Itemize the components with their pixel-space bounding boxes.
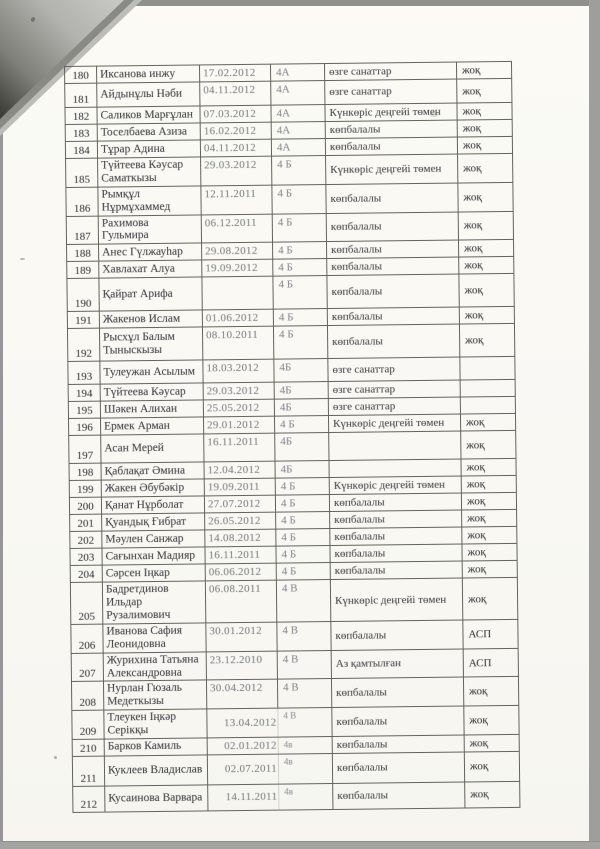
class-cell: 4 Б bbox=[276, 529, 330, 547]
birth-date-cell: 14.08.2012 bbox=[205, 529, 276, 547]
status-cell: жоқ bbox=[458, 182, 513, 211]
status-cell: жоқ bbox=[459, 307, 514, 325]
student-name-cell: Рымқұл Нұрмұхаммед bbox=[98, 186, 201, 216]
table-row bbox=[73, 781, 520, 812]
row-number-cell: 205 bbox=[70, 582, 102, 624]
birth-date-cell: 27.07.2012 bbox=[204, 495, 275, 513]
birth-date-cell: 02.07.2011 bbox=[207, 754, 278, 785]
class-cell: 4 Б bbox=[273, 242, 327, 260]
row-number-cell: 203 bbox=[70, 548, 102, 565]
category-cell: Күнкөріс деңгейі төмен bbox=[330, 578, 462, 621]
student-name-cell: Тұрар Адина bbox=[97, 140, 200, 158]
row-number-cell: 186 bbox=[66, 187, 98, 216]
category-cell: көпбалалы bbox=[327, 274, 459, 308]
class-cell: 4в bbox=[279, 783, 333, 810]
category-cell: көпбалалы bbox=[326, 183, 458, 213]
birth-date-cell: 26.05.2012 bbox=[205, 512, 276, 530]
student-name-cell: Сәрсен Іңкар bbox=[102, 564, 205, 582]
category-cell: көпбалалы bbox=[327, 307, 459, 325]
student-name-cell: Сағынхан Мадияр bbox=[102, 547, 205, 565]
class-cell: 4 В bbox=[277, 679, 331, 708]
table-row bbox=[67, 324, 514, 362]
class-cell: 4А bbox=[271, 122, 325, 140]
status-cell: жоқ bbox=[464, 706, 519, 735]
row-number-cell: 191 bbox=[67, 311, 99, 328]
category-cell: көпбалалы bbox=[326, 212, 458, 242]
student-name-cell: Бадретдинов Ильдар Рузалимович bbox=[102, 581, 205, 624]
category-cell: көпбалалы bbox=[332, 752, 464, 783]
row-number-cell: 199 bbox=[69, 480, 101, 497]
class-cell: 4А bbox=[271, 105, 325, 123]
student-name-cell: Нурлан Гюзаль Медеткызы bbox=[103, 680, 206, 710]
class-cell: 4А bbox=[271, 81, 325, 106]
status-cell: жоқ bbox=[461, 431, 516, 460]
class-cell: 4 В bbox=[277, 650, 331, 679]
birth-date-cell: 29.03.2012 bbox=[201, 156, 272, 186]
class-cell: 4 В bbox=[276, 580, 330, 622]
category-cell: көпбалалы bbox=[330, 527, 462, 545]
row-number-cell: 189 bbox=[67, 261, 99, 278]
student-name-cell: Ермек Арман bbox=[100, 417, 203, 435]
class-cell: 4 Б bbox=[273, 326, 327, 360]
birth-date-cell: 29.03.2012 bbox=[203, 382, 274, 400]
category-cell: көпбалалы bbox=[330, 561, 462, 579]
status-cell: жоқ bbox=[464, 751, 519, 782]
class-cell: 4Б bbox=[275, 461, 329, 479]
class-cell: 4Б bbox=[275, 433, 329, 462]
birth-date-cell: 30.04.2012 bbox=[206, 679, 277, 709]
student-name-cell: Саликов Марғұлан bbox=[97, 106, 200, 124]
row-number-cell: 209 bbox=[72, 710, 104, 739]
scan-edge-bottom bbox=[0, 841, 600, 849]
status-cell bbox=[460, 397, 515, 415]
status-cell: жоқ bbox=[461, 476, 516, 494]
class-cell: 4Б bbox=[274, 382, 328, 400]
category-cell: көпбалалы bbox=[330, 510, 462, 528]
birth-date-cell bbox=[202, 276, 273, 310]
birth-date-cell: 16.02.2012 bbox=[200, 122, 271, 140]
category-cell: өзге санаттар bbox=[328, 380, 460, 398]
status-cell: жоқ bbox=[458, 153, 513, 182]
student-name-cell: Түйтеева Кәусар bbox=[100, 383, 203, 401]
birth-date-cell: 02.01.2012 bbox=[207, 737, 278, 755]
row-number-cell: 210 bbox=[72, 739, 104, 756]
row-number-cell: 185 bbox=[66, 158, 98, 187]
class-cell: 4 Б bbox=[273, 259, 327, 277]
status-cell: АСП bbox=[463, 619, 518, 648]
status-cell: жоқ bbox=[462, 510, 517, 528]
student-name-cell: Рысхұл Балым Тыныскызы bbox=[99, 327, 202, 361]
student-name-cell: Барков Камиль bbox=[104, 738, 207, 756]
student-name-cell: Куклеев Владислав bbox=[104, 755, 207, 786]
birth-date-cell: 01.06.2012 bbox=[202, 309, 273, 327]
birth-date-cell: 23.12.2010 bbox=[206, 651, 277, 681]
student-name-cell: Мәулен Санжар bbox=[102, 530, 205, 548]
row-number-cell: 194 bbox=[68, 384, 100, 401]
class-cell: 4 Б bbox=[272, 213, 326, 242]
row-number-cell: 206 bbox=[71, 624, 103, 653]
scan-speck bbox=[54, 756, 57, 759]
row-number-cell: 196 bbox=[69, 418, 101, 435]
status-cell: жоқ bbox=[456, 61, 511, 79]
scan-speck bbox=[20, 258, 25, 260]
student-name-cell: Жакен Әбубәкір bbox=[101, 479, 204, 497]
category-cell: көпбалалы bbox=[327, 324, 459, 358]
student-records-table bbox=[64, 61, 520, 813]
row-number-cell: 195 bbox=[68, 401, 100, 418]
row-number-cell: 207 bbox=[71, 653, 103, 682]
birth-date-cell: 04.11.2012 bbox=[200, 81, 271, 106]
student-name-cell: Жакенов Ислам bbox=[99, 310, 202, 328]
birth-date-cell: 17.02.2012 bbox=[199, 64, 270, 82]
class-cell: 4 Б bbox=[276, 512, 330, 530]
status-cell: жоқ bbox=[459, 257, 514, 275]
class-cell: 4А bbox=[271, 139, 325, 157]
row-number-cell: 198 bbox=[69, 463, 101, 480]
category-cell bbox=[329, 431, 461, 460]
birth-date-cell: 18.03.2012 bbox=[203, 359, 274, 383]
row-number-cell: 180 bbox=[65, 66, 97, 83]
class-cell: 4 Б bbox=[272, 156, 326, 185]
status-cell: жоқ bbox=[457, 119, 512, 137]
row-number-cell: 204 bbox=[70, 565, 102, 582]
birth-date-cell: 12.11.2011 bbox=[201, 185, 272, 215]
birth-date-cell: 19.09.2011 bbox=[204, 478, 275, 496]
status-cell: жоқ bbox=[457, 102, 512, 120]
status-cell: жоқ bbox=[461, 493, 516, 511]
row-number-cell: 211 bbox=[72, 756, 104, 786]
student-name-cell: Тлеукен Іңкәр Серікқы bbox=[104, 709, 207, 739]
category-cell: өзге санаттар bbox=[325, 79, 457, 104]
category-cell: көпбалалы bbox=[327, 257, 459, 275]
student-name-cell: Иванова Сафия Леонидовна bbox=[103, 623, 206, 653]
class-cell: 4в bbox=[278, 753, 332, 784]
student-name-cell: Шәкен Алихан bbox=[100, 400, 203, 418]
row-number-cell: 193 bbox=[68, 361, 100, 384]
student-name-cell: Анес Гүлжауһар bbox=[99, 243, 202, 261]
status-cell: жоқ bbox=[459, 324, 514, 358]
row-number-cell: 184 bbox=[65, 141, 97, 158]
birth-date-cell: 13.04.2012 bbox=[207, 708, 278, 738]
class-cell: 4 Б bbox=[273, 276, 327, 310]
class-cell: 4Б bbox=[274, 399, 328, 417]
row-number-cell: 202 bbox=[70, 531, 102, 548]
row-number-cell: 187 bbox=[66, 216, 98, 245]
status-cell: жоқ bbox=[458, 211, 513, 240]
status-cell: жоқ bbox=[463, 677, 518, 706]
row-number-cell: 188 bbox=[67, 244, 99, 261]
records-tbody bbox=[65, 61, 520, 812]
category-cell bbox=[329, 459, 461, 477]
row-number-cell: 182 bbox=[65, 107, 97, 124]
class-cell: 4 Б bbox=[275, 495, 329, 513]
student-name-cell: Иксанова инжу bbox=[97, 65, 200, 83]
status-cell: жоқ bbox=[465, 781, 520, 808]
student-name-cell: Түйтеева Кәусар Саматкызы bbox=[98, 157, 201, 187]
class-cell: 4 Б bbox=[274, 416, 328, 434]
row-number-cell: 190 bbox=[67, 278, 99, 311]
class-cell: 4 Б bbox=[276, 546, 330, 564]
birth-date-cell: 19.09.2012 bbox=[202, 259, 273, 277]
row-number-cell: 200 bbox=[69, 497, 101, 514]
student-name-cell: Тоселбаева Азиза bbox=[97, 123, 200, 141]
birth-date-cell: 06.12.2011 bbox=[201, 214, 272, 244]
student-name-cell: Хавлахат Алуа bbox=[99, 260, 202, 278]
category-cell: көпбалалы bbox=[332, 735, 464, 753]
class-cell: 4 В bbox=[277, 621, 331, 650]
class-cell: 4 Б bbox=[273, 309, 327, 327]
status-cell: жоқ bbox=[461, 459, 516, 477]
class-cell: 4 Б bbox=[272, 184, 326, 213]
category-cell: Күнкөріс деңгейі төмен bbox=[325, 103, 457, 121]
row-number-cell: 201 bbox=[70, 514, 102, 531]
birth-date-cell: 14.11.2011 bbox=[208, 784, 279, 811]
row-number-cell: 212 bbox=[73, 786, 105, 812]
status-cell: жоқ bbox=[464, 734, 519, 752]
class-cell: 4 Б bbox=[275, 478, 329, 496]
category-cell: Күнкөріс деңгейі төмен bbox=[328, 414, 460, 432]
status-cell: жоқ bbox=[462, 544, 517, 562]
status-cell: жоқ bbox=[457, 136, 512, 154]
category-cell: көпбалалы bbox=[327, 240, 459, 258]
student-name-cell: Қаблақат Әмина bbox=[101, 462, 204, 480]
category-cell: өзге санаттар bbox=[328, 357, 460, 381]
class-cell: 4 Б bbox=[276, 563, 330, 581]
student-name-cell: Рахимова Гульмира bbox=[98, 214, 201, 244]
status-cell: жоқ bbox=[460, 414, 515, 432]
student-name-cell: Тулеужан Асылым bbox=[100, 360, 203, 384]
table-row bbox=[67, 274, 514, 312]
birth-date-cell: 16.11.2011 bbox=[204, 433, 275, 462]
category-cell: көпбалалы bbox=[333, 782, 465, 809]
category-cell: көпбалалы bbox=[331, 677, 463, 707]
category-cell: көпбалалы bbox=[325, 120, 457, 138]
row-number-cell: 197 bbox=[69, 435, 101, 463]
birth-date-cell: 30.01.2012 bbox=[206, 622, 277, 652]
row-number-cell: 192 bbox=[67, 328, 99, 361]
status-cell: жоқ bbox=[459, 240, 514, 258]
status-cell bbox=[460, 380, 515, 398]
birth-date-cell: 16.11.2011 bbox=[205, 546, 276, 564]
status-cell: жоқ bbox=[457, 78, 512, 103]
student-name-cell: Кусаинова Варвара bbox=[105, 785, 208, 812]
birth-date-cell: 29.01.2012 bbox=[203, 416, 274, 434]
status-cell: АСП bbox=[463, 648, 518, 677]
student-name-cell: Қуандық Ғибрат bbox=[102, 513, 205, 531]
status-cell: жоқ bbox=[459, 274, 514, 308]
birth-date-cell: 29.08.2012 bbox=[202, 242, 273, 260]
student-name-cell: Журихина Татьяна Александровна bbox=[103, 652, 206, 682]
birth-date-cell: 06.06.2012 bbox=[205, 563, 276, 581]
class-cell: 4в bbox=[278, 736, 332, 754]
student-name-cell: Асан Мерей bbox=[101, 434, 204, 463]
student-name-cell: Қайрат Арифа bbox=[99, 277, 202, 311]
status-cell: жоқ bbox=[462, 578, 517, 620]
row-number-cell: 183 bbox=[65, 124, 97, 141]
scan-edge-right bbox=[589, 0, 600, 849]
category-cell: көпбалалы bbox=[329, 493, 461, 511]
birth-date-cell: 12.04.2012 bbox=[204, 461, 275, 479]
category-cell: Аз қамтылған bbox=[331, 649, 463, 679]
category-cell: көпбалалы bbox=[325, 137, 457, 155]
birth-date-cell: 25.05.2012 bbox=[203, 399, 274, 417]
category-cell: көпбалалы bbox=[330, 544, 462, 562]
category-cell: Күнкөріс деңгейі төмен bbox=[326, 154, 458, 184]
student-name-cell: Айдынұлы Нәби bbox=[97, 82, 200, 107]
row-number-cell: 208 bbox=[71, 681, 103, 710]
category-cell: өзге санаттар bbox=[328, 397, 460, 415]
row-number-cell: 181 bbox=[65, 83, 97, 107]
category-cell: көпбалалы bbox=[332, 706, 464, 736]
class-cell: 4Б bbox=[274, 359, 328, 383]
class-cell: 4 В bbox=[278, 708, 332, 737]
student-name-cell: Қанат Нұрболат bbox=[101, 496, 204, 514]
birth-date-cell: 08.10.2011 bbox=[202, 326, 273, 360]
category-cell: Күнкөріс деңгейі төмен bbox=[329, 476, 461, 494]
status-cell bbox=[460, 357, 515, 381]
birth-date-cell: 06.08.2011 bbox=[205, 580, 276, 622]
category-cell: өзге санаттар bbox=[324, 62, 456, 80]
status-cell: жоқ bbox=[462, 561, 517, 579]
table-row bbox=[70, 578, 517, 625]
birth-date-cell: 04.11.2012 bbox=[200, 139, 271, 157]
class-cell: 4А bbox=[270, 64, 324, 82]
category-cell: көпбалалы bbox=[331, 620, 463, 650]
birth-date-cell: 07.03.2012 bbox=[200, 105, 271, 123]
status-cell: жоқ bbox=[462, 527, 517, 545]
